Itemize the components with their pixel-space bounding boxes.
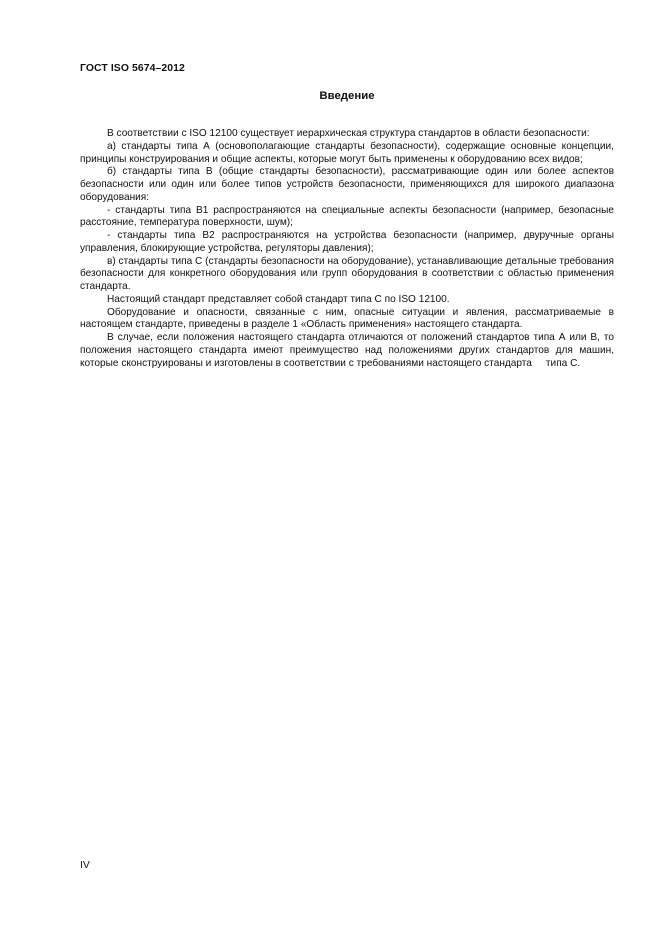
paragraph-hierarchy-intro: В соответствии с ISO 12100 существует иерархическая структура стандартов в области безопасности: — [107, 128, 590, 139]
standard-code-header: ГОСТ ISO 5674–2012 — [80, 63, 185, 74]
paragraph-precedence: В случае, если положения настоящего стандарта отличаются от положений стандартов типа А или В, то положения настоящего стандарта имеют преимущество над положениями других стандартов для машин, которые сконструированы и изготовлены в соответствии с требованиями настоящего стандарта типа С. — [80, 332, 617, 369]
page-number: IV — [80, 860, 90, 871]
paragraph-type-b1: - стандарты типа В1 распространяются на специальные аспекты безопасности (например, безопасные расстояние, температура поверхности, шум); — [80, 204, 614, 229]
paragraph-type-b: б) стандарты типа В (общие стандарты безопасности), рассматривающие один или более аспектов безопасности или один или более типов устройств безопасности, применяющихся для широкого диапазона оборудования: — [80, 166, 614, 203]
paragraph-type-b2: - стандарты типа В2 распространяются на устройства безопасности (например, двуручные органы управления, блокирующие устройства, регуляторы давления); — [80, 230, 614, 254]
paragraph-type-c: в) стандарты типа С (стандарты безопасности на оборудование), устанавливающие детальные требования безопасности для конкретного оборудования или групп оборудования в соответствии с областью применения стандарта. — [80, 255, 614, 292]
paragraph-hazards: Оборудование и опасности, связанные с ним, опасные ситуации и явления, рассматриваемые в настоящем стандарте, приведены в разделе 1 «Область применения» настоящего стандарта. — [80, 306, 614, 331]
section-title: Введение — [319, 90, 375, 102]
body-text — [80, 128, 617, 370]
paragraph-standard-type: Настоящий стандарт представляет собой стандарт типа С по ISO 12100. — [107, 293, 450, 305]
paragraph-type-a: а) стандарты типа А (основополагающие стандарты безопасности), содержащие основные концепции, принципы конструирования и общие аспекты, которые могут быть применены к оборудованию всех видов; — [80, 140, 614, 165]
